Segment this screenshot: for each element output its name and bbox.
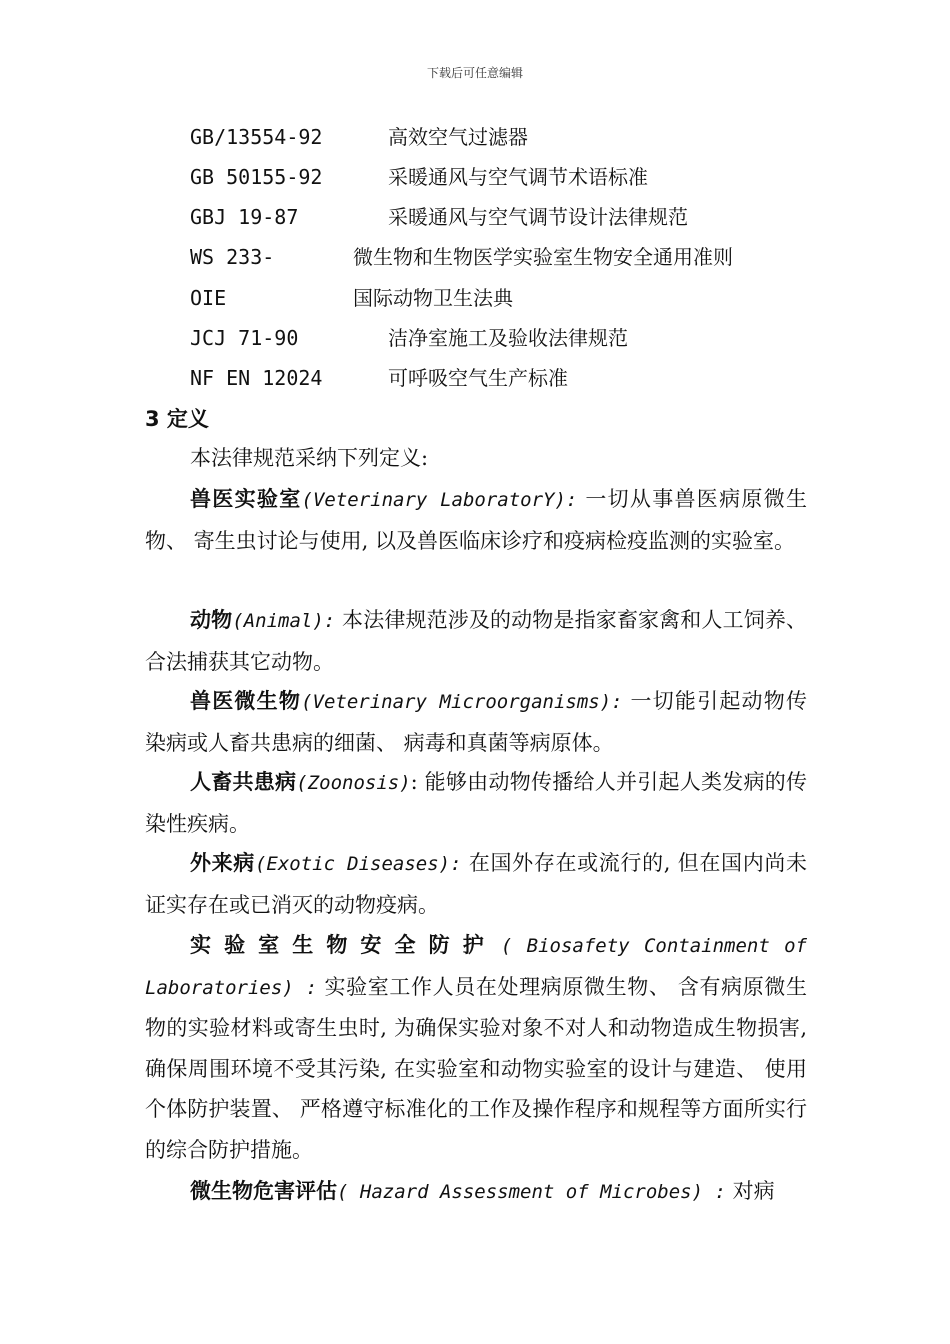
definition-term: 实 验 室 生 物 安 全 防 护 <box>190 933 487 957</box>
section-heading: 3 定义 <box>145 407 209 431</box>
page-header: 下载后可任意编辑 <box>426 66 523 80</box>
definition-text: 一切能引起动物传染病或人畜共患病的细菌、 病毒和真菌等病原体。 <box>145 689 807 755</box>
definition-english: (Animal): <box>232 610 336 632</box>
reference-code: JCJ 71-90 <box>190 326 299 350</box>
intro-paragraph: 本法律规范采纳下列定义: <box>190 446 429 470</box>
definition-text: 对病 <box>725 1179 775 1203</box>
definition-paragraph <box>145 925 807 1170</box>
definition-paragraph <box>145 681 807 763</box>
definition-english: ( Biosafety Containment of Laboratories) : <box>145 935 807 999</box>
definition-paragraph <box>145 843 807 925</box>
definition-term: 兽医微生物 <box>190 689 302 713</box>
definition-term: 人畜共患病 <box>190 770 297 794</box>
definition-text: 在国外存在或流行的, 但在国内尚未证实存在或已消灭的动物疫病。 <box>145 851 808 917</box>
definition-text: 实验室工作人员在处理病原微生物、 含有病原微生物的实验材料或寄生虫时, 为确保实验对象不对人和动物造成生物损害, 确保周围环境不受其污染, 在实验室和动物实验室的设计与建造、 使用个体防护装置、 严格遵守标准化的工作及操作程序和规程等方面所实行的综合防护措施。 <box>145 974 807 1162</box>
definition-paragraph <box>145 762 807 844</box>
definition-english: (Exotic Diseases): <box>254 853 462 875</box>
reference-title: 高效空气过滤器 <box>388 125 528 149</box>
reference-title: 采暖通风与空气调节术语标准 <box>388 165 648 189</box>
reference-title: 采暖通风与空气调节设计法律规范 <box>388 205 688 229</box>
definition-term: 微生物危害评估 <box>190 1179 337 1203</box>
reference-title: 可呼吸空气生产标准 <box>388 366 568 390</box>
definition-paragraph <box>145 479 807 561</box>
reference-title: 国际动物卫生法典 <box>353 286 513 310</box>
reference-code: GB/13554-92 <box>190 125 323 149</box>
definition-term: 动物 <box>190 608 233 632</box>
reference-title: 洁净室施工及验收法律规范 <box>388 326 628 350</box>
reference-code: NF EN 12024 <box>190 366 323 390</box>
definition-text: : 能够由动物传播给人并引起人类发病的传染性疾病。 <box>145 770 808 836</box>
reference-code: OIE <box>190 286 227 310</box>
definition-text: 一切从事兽医病原微生物、 寄生虫讨论与使用, 以及兽医临床诊疗和疫病检疫监测的实验室。 <box>145 487 807 553</box>
definition-english: (Veterinary LaboratorY): <box>301 489 578 511</box>
definition-english: (Veterinary Microorganisms): <box>301 691 623 713</box>
reference-code: GB 50155-92 <box>190 165 323 189</box>
definition-paragraph <box>145 600 807 682</box>
definition-english: (Zoonosis) <box>296 772 411 794</box>
definition-term: 兽医实验室 <box>190 487 302 511</box>
definition-english: ( Hazard Assessment of Microbes) : <box>337 1181 726 1203</box>
definition-term: 外来病 <box>190 851 255 875</box>
reference-code: WS 233- <box>190 245 275 269</box>
reference-code: GBJ 19-87 <box>190 205 299 229</box>
definition-text: 本法律规范涉及的动物是指家畜家禽和人工饲养、 合法捕获其它动物。 <box>145 608 807 674</box>
reference-title: 微生物和生物医学实验室生物安全通用准则 <box>353 245 733 269</box>
definition-paragraph <box>145 1171 807 1213</box>
